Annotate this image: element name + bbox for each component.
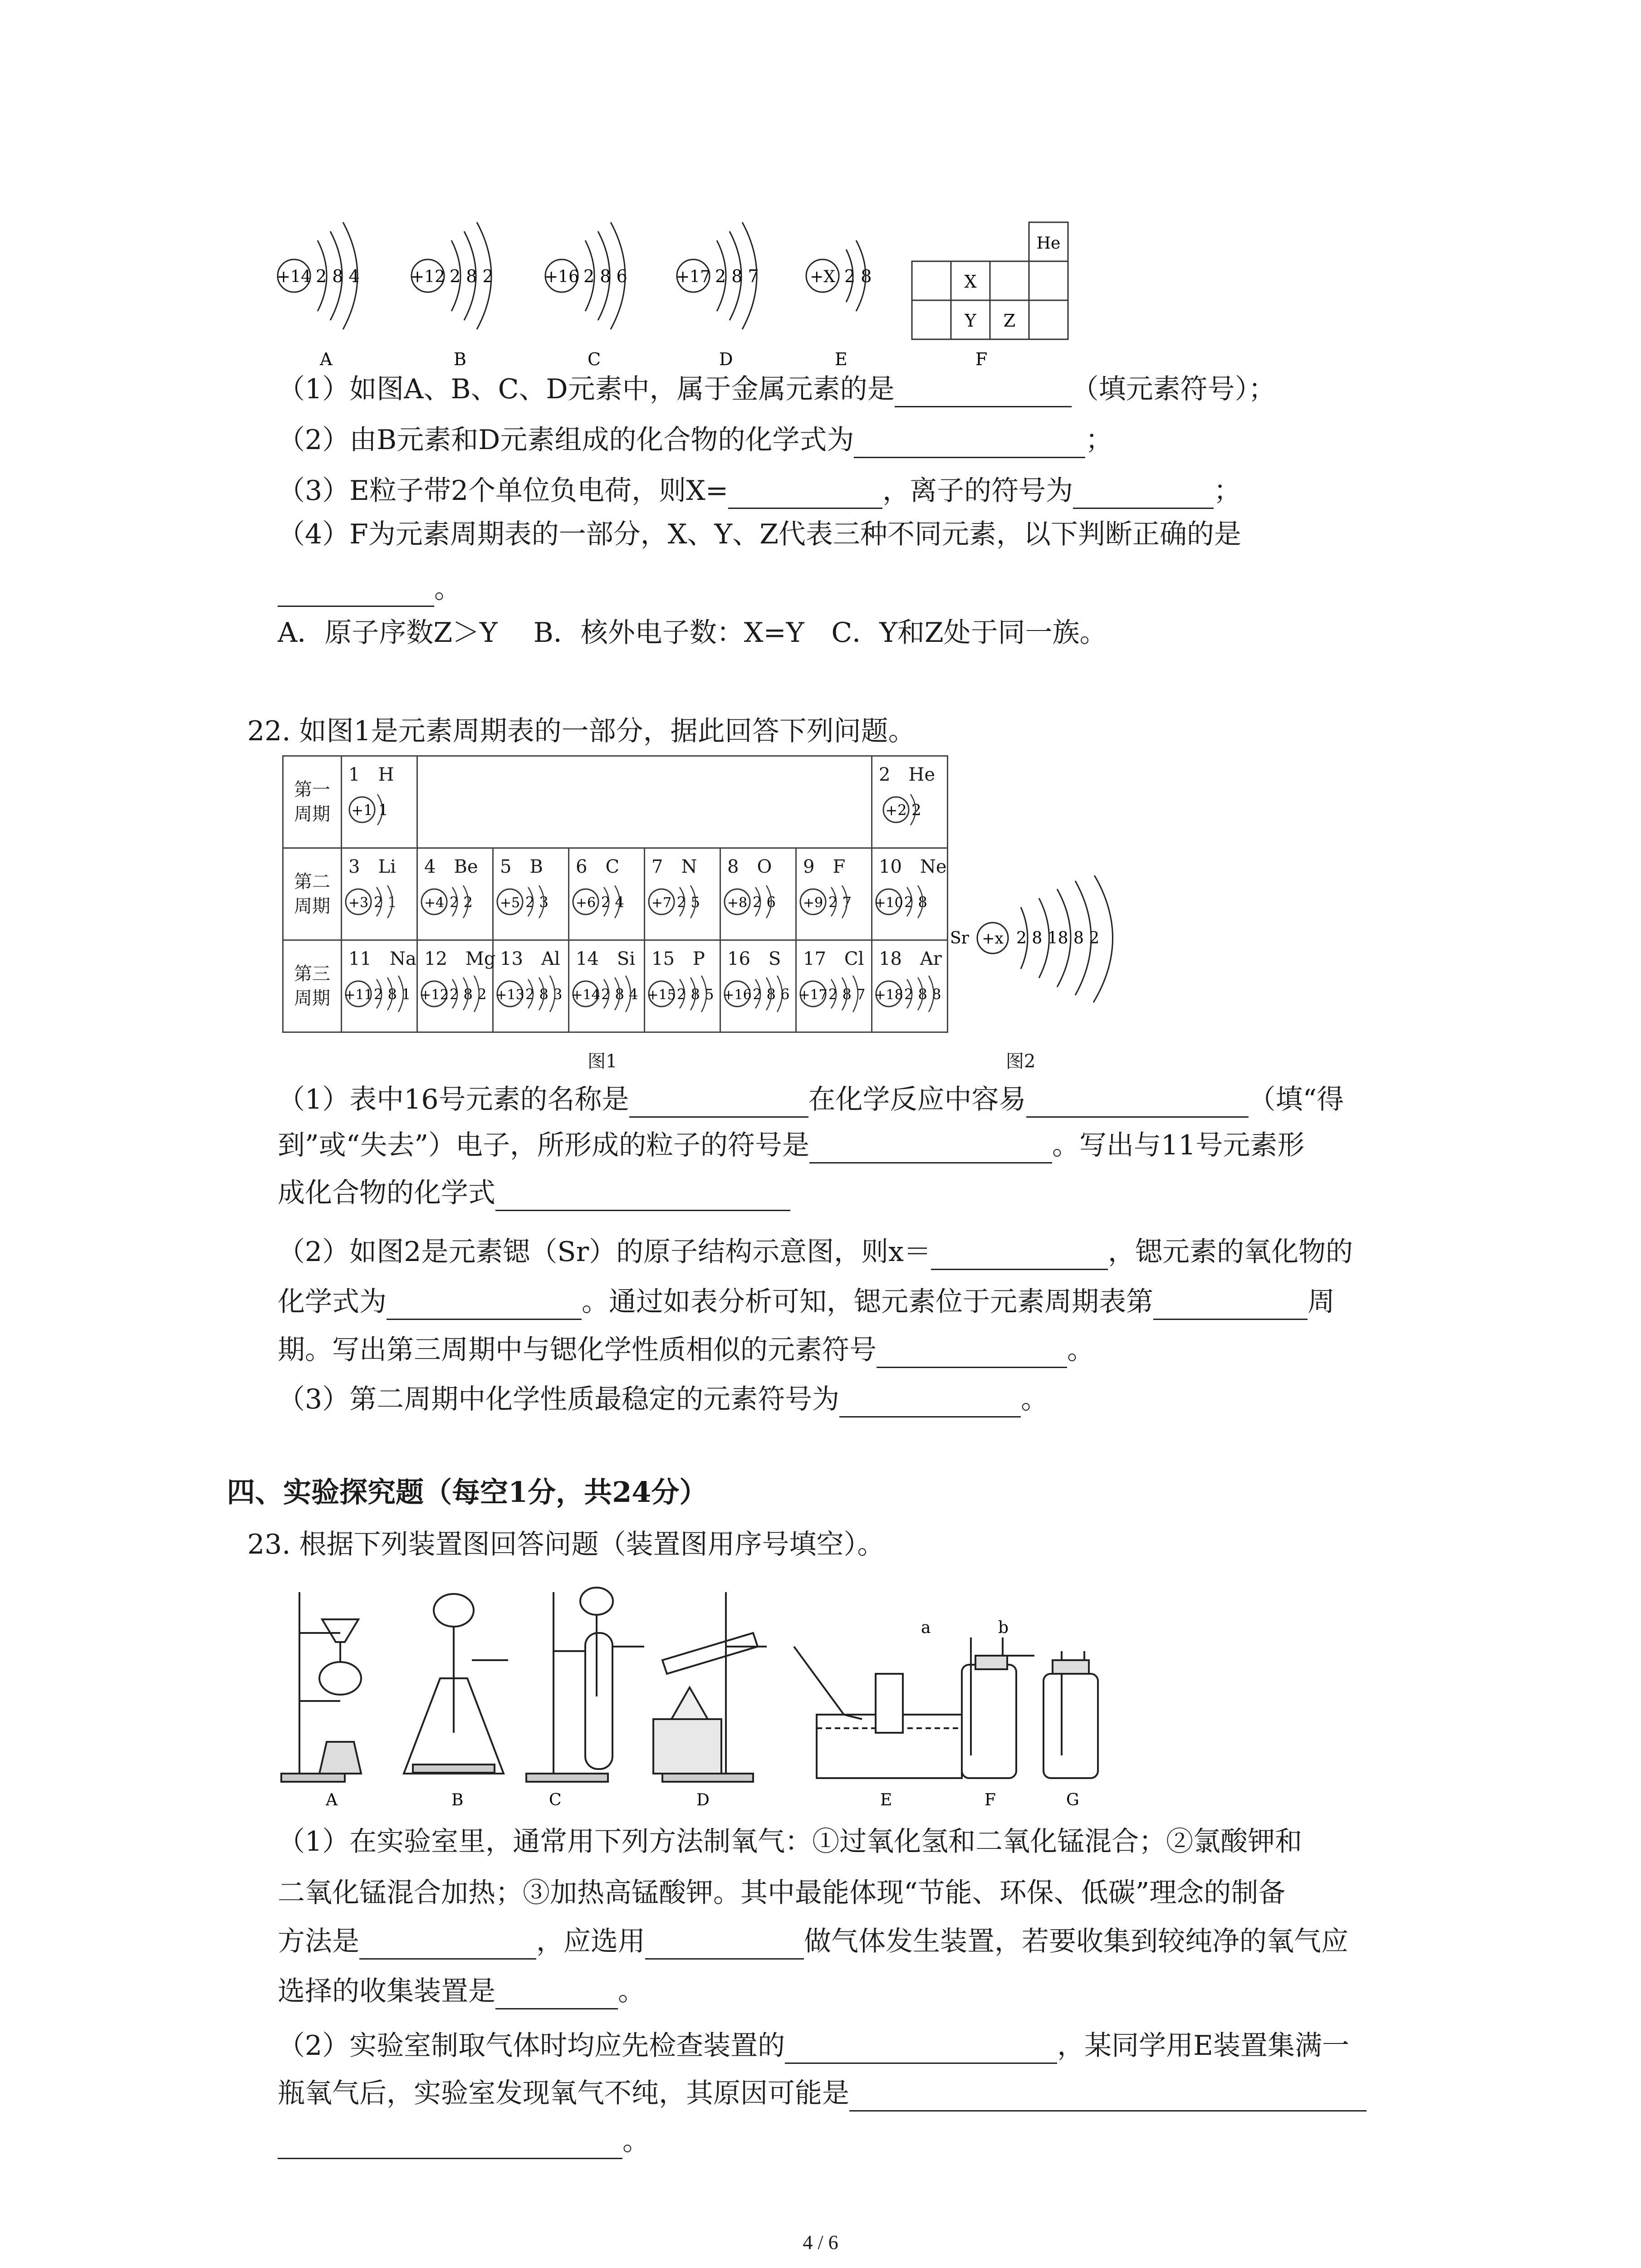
sr-atom-diagram (948, 875, 1130, 1012)
apparatus-E (794, 1647, 962, 1778)
svg-text:2 8 7: 2 8 7 (828, 986, 866, 1003)
cell-Li: 3 Li +3 2 1 (342, 848, 417, 940)
q23-part1-line4: 选择的收集装置是 。 (278, 1973, 645, 2009)
q22-blank-1[interactable] (629, 1088, 808, 1118)
svg-text:+9: +9 (803, 895, 823, 911)
svg-text:2 8 6: 2 8 6 (583, 266, 627, 286)
svg-text:1: 1 (378, 801, 388, 819)
cell-Ar: 18 Ar +18 2 8 8 (872, 940, 948, 1032)
label-A: A (326, 1791, 338, 1809)
q22-blank-3[interactable] (809, 1134, 1052, 1163)
cell-B: 5 B +5 2 3 (493, 848, 569, 940)
q22-part1-line3: 成化合物的化学式 (278, 1175, 790, 1211)
q22-part2-line1: （2）如图2是元素锶（Sr）的原子结构示意图，则x＝ ，锶元素的氧化物的 (278, 1234, 1353, 1270)
q23-blank-1[interactable] (359, 1930, 536, 1960)
q23-blank-6[interactable] (278, 2130, 622, 2159)
q23-part2-line2: 瓶氧气后，实验室发现氧气不纯，其原因可能是 (278, 2075, 1367, 2112)
apparatus-A (281, 1592, 361, 1782)
atom-B (411, 222, 494, 369)
q22-blank-9[interactable] (839, 1388, 1021, 1418)
period-label-2: 第二 周期 (283, 848, 342, 940)
svg-text:D: D (719, 349, 733, 369)
q23-blank-4[interactable] (785, 2034, 1057, 2064)
svg-text:2 8: 2 8 (844, 266, 872, 286)
q23-part2-line3: 。 (278, 2123, 650, 2159)
atom-E (806, 240, 872, 369)
svg-text:+16: +16 (723, 987, 752, 1003)
q22-part3: （3）第二周期中化学性质最稳定的元素符号为 。 (278, 1381, 1048, 1418)
q21-options: A．原子序数Z＞Y B．核外电子数：X=Y C．Y和Z处于同一族。 (278, 617, 1107, 649)
cell-Cl: 17 Cl +17 2 8 7 (796, 940, 872, 1032)
period-label-3: 第三 周期 (283, 940, 342, 1032)
svg-text:2 8: 2 8 (904, 894, 927, 911)
q23-blank-2[interactable] (645, 1930, 804, 1960)
svg-text:2 8 1: 2 8 1 (374, 986, 411, 1003)
q23-stem: 23. 根据下列装置图回答问题（装置图用序号填空）。 (247, 1529, 885, 1560)
svg-text:C: C (588, 349, 601, 369)
q22-blank-8[interactable] (877, 1339, 1067, 1368)
cell-N: 7 N +7 2 5 (645, 848, 720, 940)
cell-He: 2 He +2 2 (872, 756, 948, 848)
lab-apparatus-figure (272, 1583, 1107, 1819)
svg-text:+3: +3 (348, 895, 369, 911)
label-B: B (451, 1791, 464, 1809)
label-b: b (998, 1618, 1009, 1637)
q21-blank-1[interactable] (895, 378, 1072, 407)
q23-part1-line2: 二氧化锰混合加热；③加热高锰酸钾。其中最能体现“节能、环保、低碳”理念的制备 (278, 1877, 1286, 1909)
label-D: D (696, 1791, 710, 1809)
periodic-grid-F (912, 222, 1068, 369)
svg-text:+14: +14 (571, 987, 600, 1003)
cell-F: 9 F +9 2 7 (796, 848, 872, 940)
apparatus-B (404, 1594, 508, 1774)
svg-text:+X: +X (810, 268, 835, 286)
label-F: F (985, 1791, 996, 1809)
q23-part1-line3: 方法是 ，应选用 做气体发生装置，若要收集到较纯净的氧气应 (278, 1923, 1348, 1960)
q22-blank-2[interactable] (1026, 1088, 1249, 1118)
q21-part4-answer: 。 (278, 571, 461, 607)
svg-text:+x: +x (982, 929, 1004, 948)
svg-text:2 7: 2 7 (828, 894, 852, 911)
svg-text:2 5: 2 5 (677, 894, 700, 911)
svg-text:2 8 4: 2 8 4 (316, 266, 360, 286)
q21-part3: （3）E粒子带2个单位负电荷，则X= ，离子的符号为 ； (278, 473, 1241, 509)
svg-text:+16: +16 (544, 268, 579, 286)
svg-text:+7: +7 (651, 895, 672, 911)
q22-stem: 22. 如图1是元素周期表的一部分，据此回答下列问题。 (247, 715, 916, 747)
svg-text:+17: +17 (798, 987, 828, 1003)
q22-part2-line2: 化学式为 。通过如表分析可知，锶元素位于元素周期表第 周 (278, 1284, 1335, 1320)
atom-C (544, 222, 627, 369)
svg-text:2 8 2: 2 8 2 (450, 986, 487, 1003)
svg-text:2 8 2: 2 8 2 (450, 266, 494, 286)
q21-blank-4[interactable] (1073, 479, 1214, 509)
q21-part4: （4）F为元素周期表的一部分，X、Y、Z代表三种不同元素，以下判断正确的是 (278, 518, 1241, 550)
q23-part2-line1: （2）实验室制取气体时均应先检查装置的 ，某同学用E装置集满一 (278, 2028, 1349, 2064)
svg-text:2 4: 2 4 (601, 894, 624, 911)
svg-text:He: He (1036, 234, 1061, 253)
label-C: C (549, 1791, 562, 1809)
svg-text:E: E (835, 349, 847, 369)
section-heading: 四、实验探究题（每空1分，共24分） (227, 1476, 708, 1509)
q22-part2-line3: 期。写出第三周期中与锶化学性质相似的元素符号 。 (278, 1332, 1094, 1368)
label-E: E (880, 1791, 892, 1809)
cell-O: 8 O +8 2 6 (720, 848, 796, 940)
svg-text:2 8 18 8 2: 2 8 18 8 2 (1016, 929, 1100, 948)
svg-text:2 8 8: 2 8 8 (904, 986, 941, 1003)
apparatus-C (526, 1588, 644, 1782)
cell-S: 16 S +16 2 8 6 (720, 940, 796, 1032)
cell-Ne: 10 Ne +10 2 8 (872, 848, 948, 940)
svg-text:+12: +12 (411, 268, 445, 286)
q22-blank-6[interactable] (387, 1290, 582, 1320)
cell-Na: 11 Na +11 2 8 1 (342, 940, 417, 1032)
q21-blank-2[interactable] (854, 429, 1085, 458)
q21-part1: （1）如图A、B、C、D元素中，属于金属元素的是 （填元素符号）； (278, 371, 1276, 407)
svg-text:2 8 6: 2 8 6 (753, 986, 790, 1003)
svg-text:2 8 4: 2 8 4 (601, 986, 638, 1003)
svg-text:2 6: 2 6 (753, 894, 776, 911)
q23-part1-line1: （1）在实验室里，通常用下列方法制氧气：①过氧化氢和二氧化锰混合；②氯酸钾和 (278, 1826, 1303, 1857)
svg-text:2 3: 2 3 (525, 894, 549, 911)
cell-Mg: 12 Mg +12 2 8 2 (417, 940, 493, 1032)
svg-text:Y: Y (965, 311, 976, 331)
svg-text:2 1: 2 1 (374, 894, 397, 911)
label-a: a (921, 1618, 931, 1637)
q22-blank-4[interactable] (495, 1182, 790, 1211)
q22-part1-line1: （1）表中16号元素的名称是 在化学反应中容易 （填“得 (278, 1081, 1344, 1118)
svg-text:Z: Z (1003, 311, 1016, 331)
svg-text:+2: +2 (885, 802, 907, 819)
svg-text:X: X (964, 272, 977, 292)
svg-text:2: 2 (911, 801, 921, 819)
svg-text:+1: +1 (351, 802, 373, 819)
q22-part1-line2: 到”或“失去”）电子，所形成的粒子的符号是 。写出与11号元素形 (278, 1127, 1304, 1163)
svg-text:A: A (320, 349, 333, 369)
apparatus-G (1043, 1651, 1098, 1778)
cell-C: 6 C +6 2 4 (569, 848, 645, 940)
apparatus-D (653, 1592, 767, 1782)
svg-text:+17: +17 (676, 268, 710, 286)
svg-text:+13: +13 (495, 987, 524, 1003)
svg-text:+11: +11 (344, 987, 373, 1003)
q22-blank-7[interactable] (1153, 1290, 1308, 1320)
periodic-table-fig1 (282, 755, 948, 1033)
q21-part2: （2）由B元素和D元素组成的化合物的化学式为 ； (278, 422, 1112, 458)
svg-text:+6: +6 (575, 895, 596, 911)
svg-text:+10: +10 (874, 895, 903, 911)
apparatus-F (962, 1637, 1034, 1778)
cell-Si: 14 Si +14 2 8 4 (569, 940, 645, 1032)
fig1-caption: 图1 (588, 1051, 617, 1072)
page-number: 4 / 6 (803, 2231, 838, 2253)
cell-Be: 4 Be +4 2 2 (417, 848, 493, 940)
q21-atom-diagrams (272, 213, 1089, 376)
cell-Al: 13 Al +13 2 8 3 (493, 940, 569, 1032)
svg-text:+4: +4 (424, 895, 445, 911)
svg-text:F: F (975, 349, 988, 369)
svg-text:+8: +8 (727, 895, 748, 911)
svg-text:+5: +5 (500, 895, 520, 911)
svg-text:+14: +14 (277, 268, 311, 286)
svg-text:2 8 3: 2 8 3 (525, 986, 563, 1003)
svg-text:2 8 7: 2 8 7 (715, 266, 759, 286)
cell-P: 15 P +15 2 8 5 (645, 940, 720, 1032)
svg-text:Sr: Sr (950, 929, 969, 948)
q22-blank-5[interactable] (931, 1241, 1108, 1270)
svg-text:+18: +18 (874, 987, 903, 1003)
label-G: G (1066, 1791, 1079, 1809)
atom-A (277, 222, 360, 369)
q21-blank-3[interactable] (728, 479, 882, 509)
svg-text:+12: +12 (420, 987, 449, 1003)
fig2-caption: 图2 (1006, 1051, 1036, 1072)
period-label-1: 第一 周期 (283, 756, 342, 848)
q23-blank-5[interactable] (849, 2082, 1367, 2112)
q21-blank-5[interactable] (278, 577, 434, 607)
atom-D (676, 222, 759, 369)
svg-text:B: B (454, 349, 466, 369)
svg-text:+15: +15 (647, 987, 676, 1003)
q23-blank-3[interactable] (495, 1980, 618, 2009)
svg-text:2 8 5: 2 8 5 (677, 986, 714, 1003)
svg-text:2 2: 2 2 (450, 894, 473, 911)
cell-H: 1 H +1 1 (342, 756, 417, 848)
